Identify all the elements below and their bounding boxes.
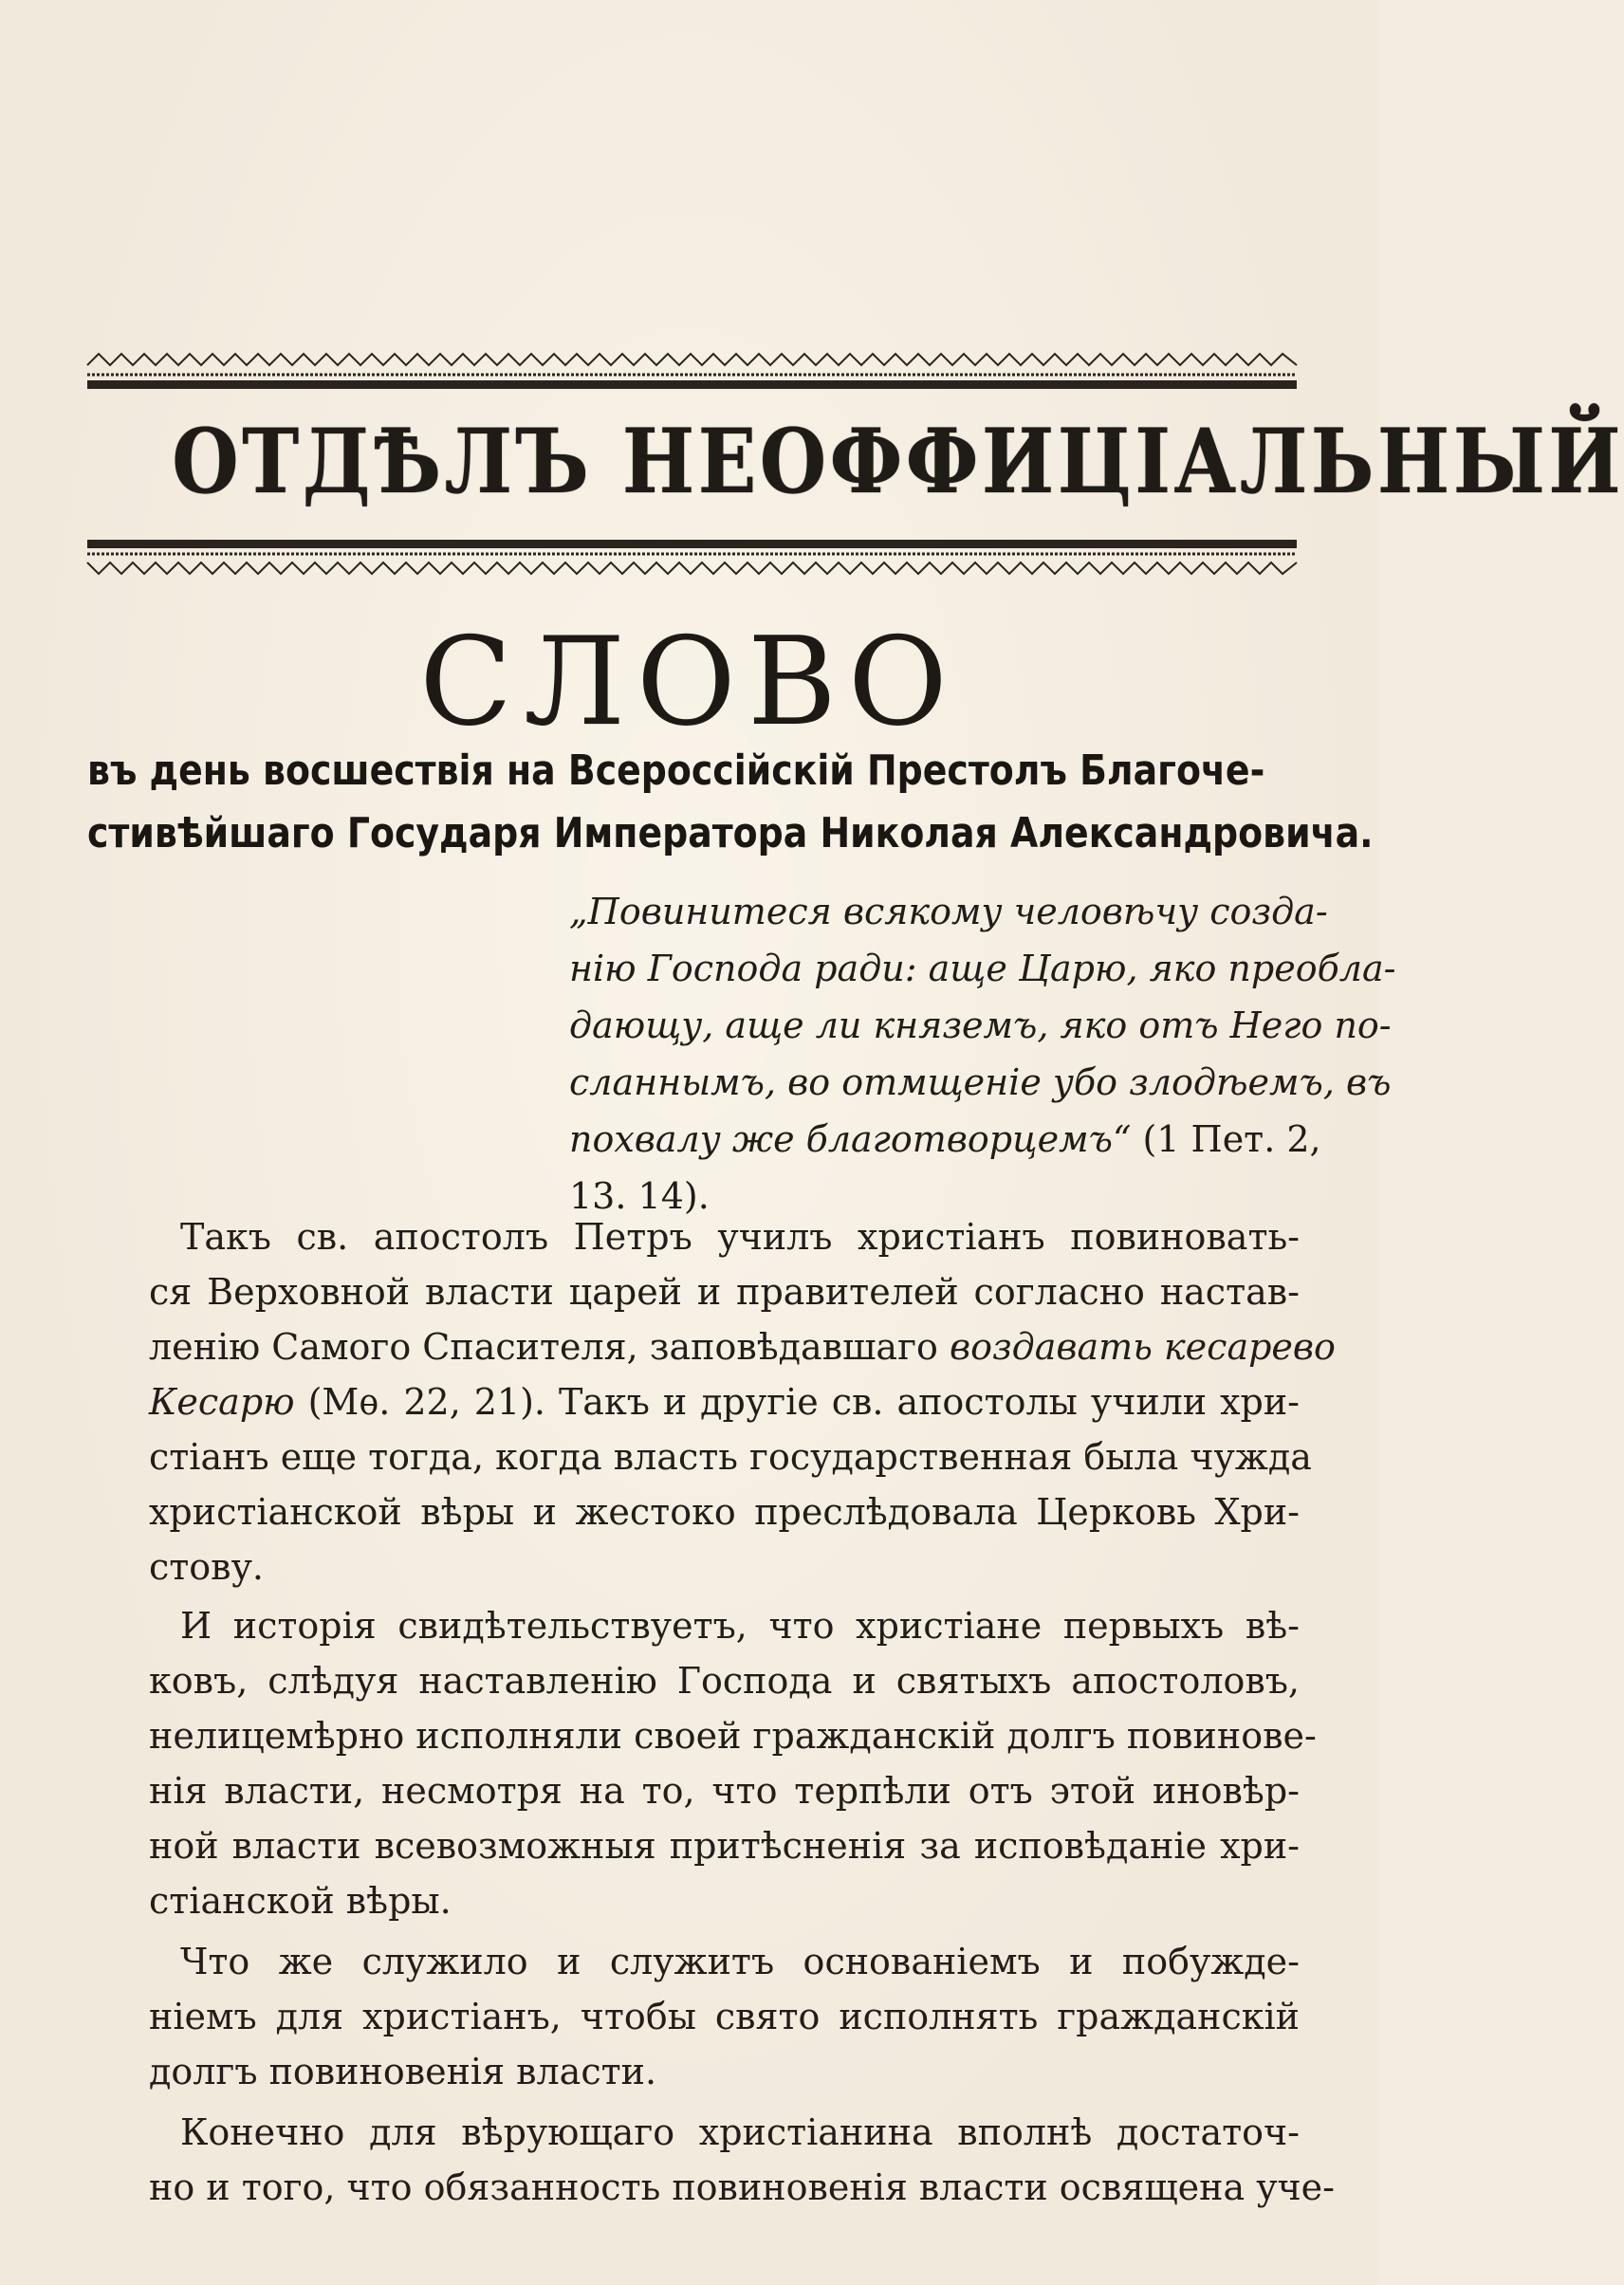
epigraph-line-5-text: похвалу же благотворцемъ“ <box>569 1118 1132 1160</box>
section-header <box>87 346 1624 588</box>
epigraph-line-1: „Повинитеся всякому человѣчу созда- <box>569 891 1328 932</box>
subtitle-line-2 <box>87 805 1374 862</box>
epigraph-line-2: нію Господа ради: аще Царю, яко преобла- <box>569 948 1396 989</box>
p4-line-1: Конечно для вѣрующаго христіанина вполнѣ достаточ- <box>180 2111 1300 2153</box>
p1-line-6: христіанской вѣры и жестоко преслѣдовала Церковь Хри- <box>149 1491 1300 1533</box>
epigraph-line-4: сланнымъ, во отмщеніе убо злодѣемъ, въ <box>569 1061 1392 1103</box>
epigraph-line-5 <box>569 1111 1321 1168</box>
subtitle-line-1-text: въ день восшествія на Всероссійскій Престолъ Благоче- <box>87 746 1265 795</box>
p4-line-2: но и того, что обязанность повиновенія власти освящена уче- <box>149 2166 1336 2208</box>
epigraph-line-3: дающу, аще ли княземъ, яко отъ Него по- <box>569 1004 1392 1046</box>
ornament-bottom-border <box>87 536 1297 588</box>
p2-line-5: ной власти всевозможныя притѣсненія за исповѣданіе хри- <box>149 1825 1300 1867</box>
p1-line-4-text: (Мѳ. 22, 21). Такъ и другіе св. апостолы учили хри- <box>294 1381 1300 1423</box>
p3-line-2: ніемъ для христіанъ, чтобы свято исполнять гражданскій <box>149 1996 1300 2037</box>
p2-line-6: стіанской вѣры. <box>149 1880 452 1922</box>
p2-line-1: И исторія свидѣтельствуетъ, что христіане первыхъ вѣ- <box>180 1605 1300 1647</box>
p1-line-4-italic: Кесарю <box>149 1381 295 1423</box>
epigraph-reference: (1 Пет. 2, <box>1131 1118 1321 1160</box>
ornament-top-border <box>87 346 1297 394</box>
p1-line-3-italic: воздавать кесарево <box>949 1326 1336 1368</box>
p1-line-7: стову. <box>149 1546 265 1588</box>
p1-line-3 <box>149 1319 1336 1374</box>
p2-line-3: нелицемѣрно исполняли своей гражданскій долгъ повинове- <box>149 1715 1317 1757</box>
p2-line-4: нія власти, несмотря на то, что терпѣли отъ этой иновѣр- <box>149 1770 1300 1812</box>
p1-line-1: Такъ св. апостолъ Петръ училъ христіанъ повиновать- <box>180 1216 1300 1258</box>
p1-line-2: ся Верховной власти царей и правителей согласно настав- <box>149 1271 1300 1313</box>
p2-line-2: ковъ, слѣдуя наставленію Господа и святыхъ апостоловъ, <box>149 1660 1300 1702</box>
document-title: СЛОВО <box>419 612 959 753</box>
p3-line-3: долгъ повиновенія власти. <box>149 2051 657 2092</box>
p1-line-5: стіанъ еще тогда, когда власть государственная была чужда <box>149 1436 1312 1478</box>
epigraph-reference-end-text: 13. 14). <box>569 1175 710 1217</box>
subtitle-line-2-text: стивѣйшаго Государя Императора Николая Александровича. <box>87 809 1374 857</box>
p1-line-3-text: ленію Самого Спасителя, заповѣдавшаго <box>149 1326 950 1368</box>
section-title: ОТДѢЛЪ НЕОФФИЦІАЛЬНЫЙ <box>172 410 1624 514</box>
p1-line-4 <box>149 1374 1300 1429</box>
p3-line-1: Что же служило и служитъ основаніемъ и побужде- <box>180 1941 1300 1982</box>
subtitle-line-1 <box>87 743 1306 800</box>
